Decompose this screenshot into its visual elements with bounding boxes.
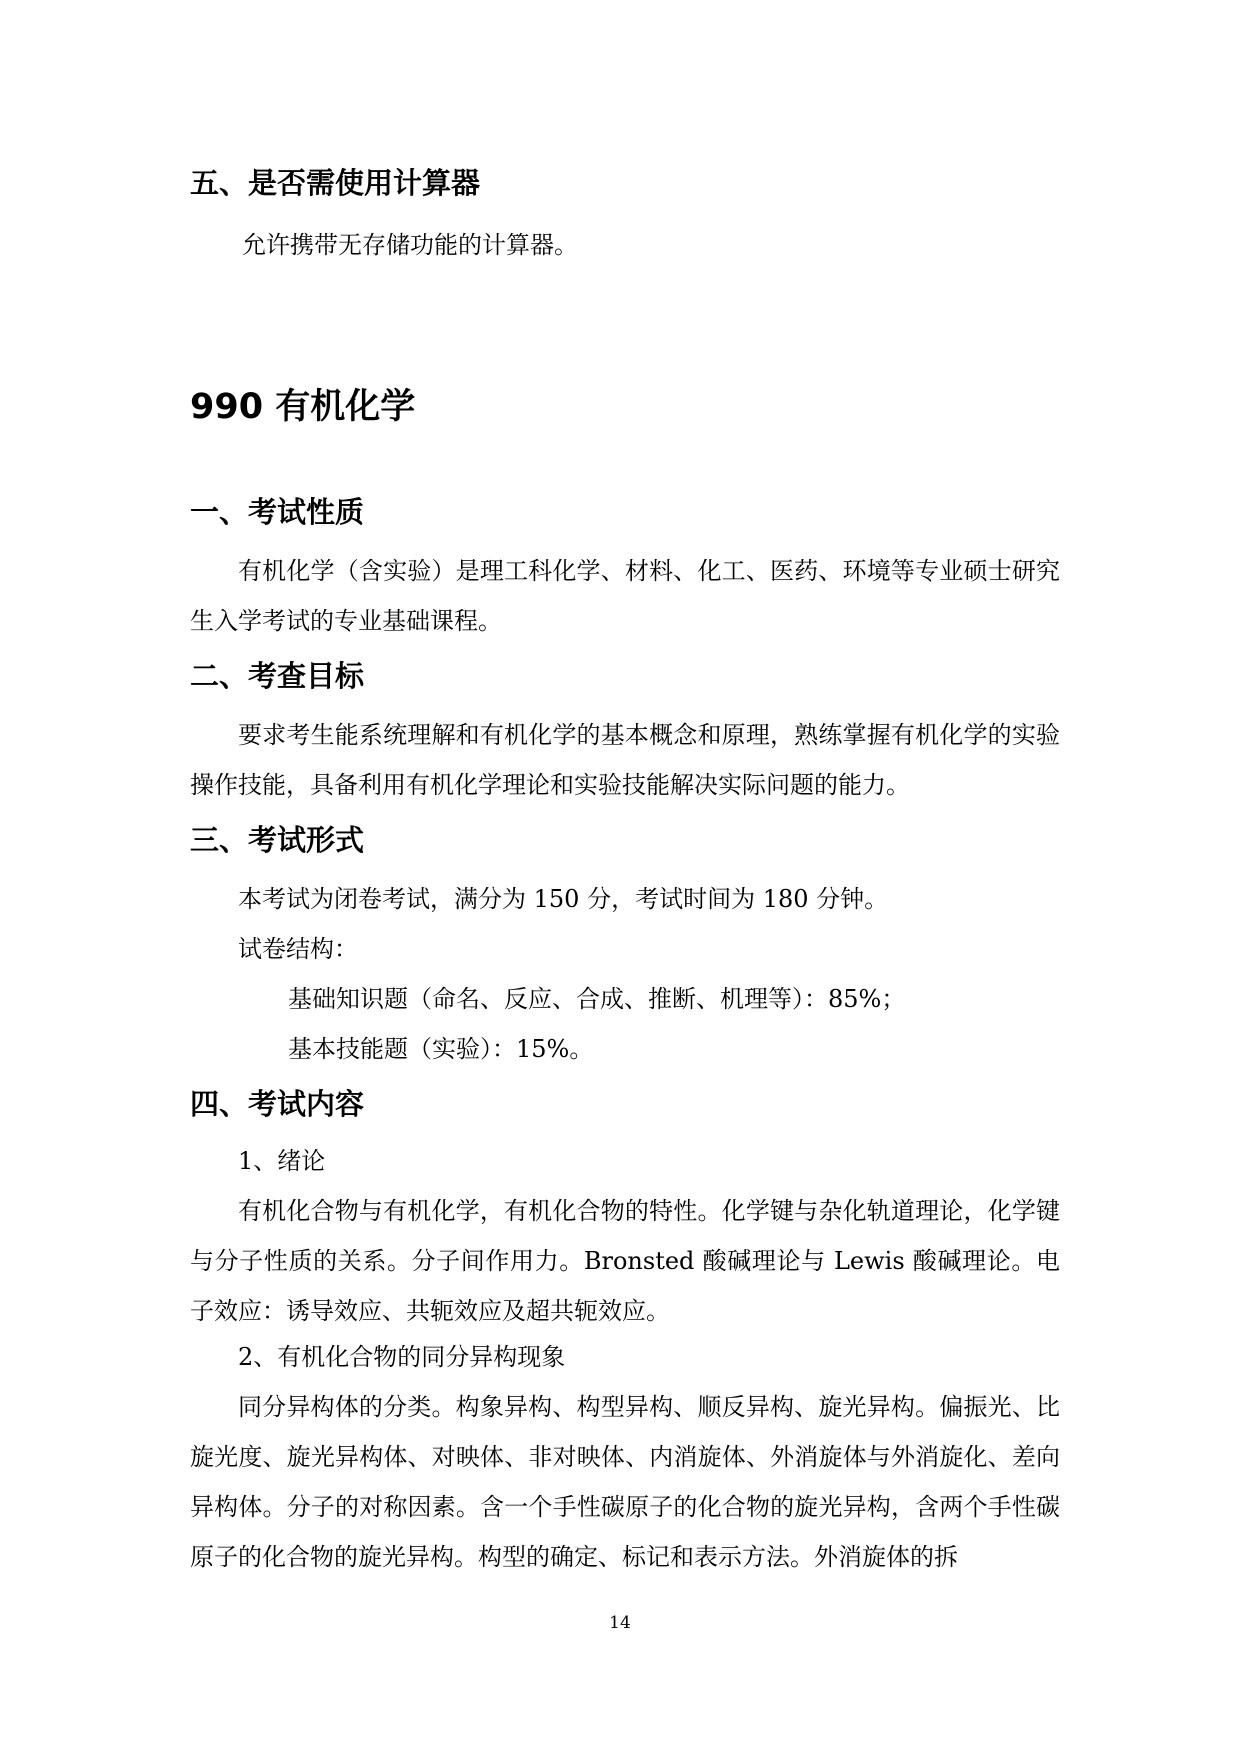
section-heading-format: 三、考试形式 <box>190 823 365 857</box>
nature-text: 有机化学（含实验）是理工科化学、材料、化工、医药、环境等专业硕士研究生入学考试的专业基础课程。 <box>190 557 1060 635</box>
section-heading-goals: 二、考查目标 <box>190 659 365 693</box>
format-structure-label: 试卷结构： <box>238 935 358 963</box>
calculator-text: 允许携带无存储功能的计算器。 <box>242 231 578 259</box>
format-structure-item: 基础知识题（命名、反应、合成、推断、机理等）：85%； <box>288 985 906 1013</box>
format-text: 本考试为闭卷考试，满分为 150 分，考试时间为 180 分钟。 <box>238 885 889 913</box>
content-item-title: 2、有机化合物的同分异构现象 <box>238 1343 566 1371</box>
section-heading-content: 四、考试内容 <box>190 1087 365 1121</box>
format-structure-item: 基本技能题（实验）：15%。 <box>288 1035 594 1063</box>
page-number: 14 <box>609 1613 631 1633</box>
content-item-text: 同分异构体的分类。构象异构、构型异构、顺反异构、旋光异构。偏振光、比旋光度、旋光异构体、对映体、非对映体、内消旋体、外消旋体与外消旋化、差向异构体。分子的对称因素。含一个手性碳原子的化合物的旋光异构，含两个手性碳原子的化合物的旋光异构。构型的确定、标记和表示方法。外消旋体的拆 <box>190 1393 1060 1571</box>
content-item-title: 1、绪论 <box>238 1147 326 1175</box>
content-item-text: 有机化合物与有机化学，有机化合物的特性。化学键与杂化轨道理论，化学键与分子性质的关系。分子间作用力。Bronsted 酸碱理论与 Lewis 酸碱理论。电子效应：诱导效应、共轭效应及超共轭效应。 <box>190 1197 1060 1325</box>
section-heading-calculator: 五、是否需使用计算器 <box>190 166 481 200</box>
section-heading-nature: 一、考试性质 <box>190 495 365 529</box>
subject-title: 990 有机化学 <box>190 387 416 427</box>
goals-text: 要求考生能系统理解和有机化学的基本概念和原理，熟练掌握有机化学的实验操作技能，具备利用有机化学理论和实验技能解决实际问题的能力。 <box>190 721 1060 799</box>
